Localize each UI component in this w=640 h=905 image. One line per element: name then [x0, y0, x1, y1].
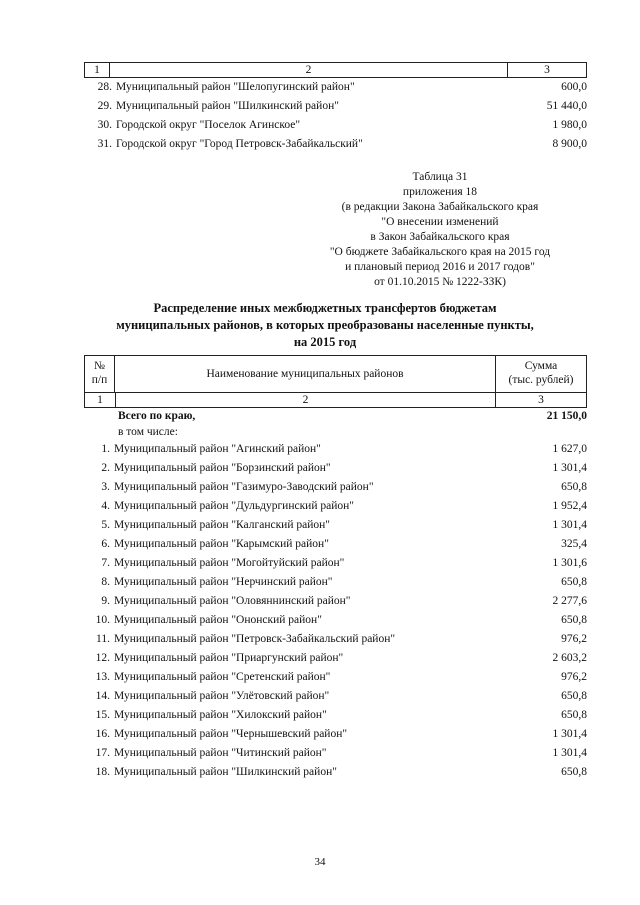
row-name: Муниципальный район "Карымский район" [114, 538, 329, 550]
caption-line: и плановый период 2016 и 2017 годов" [345, 261, 535, 273]
caption-line: "О бюджете Забайкальского края на 2015 год [329, 246, 551, 258]
row-value: 976,2 [561, 671, 587, 683]
index-col-1: 1 [85, 63, 110, 77]
table-row [84, 630, 587, 649]
table-row [84, 440, 587, 459]
row-value: 51 440,0 [546, 100, 587, 112]
caption-line: (в редакции Закона Забайкальского края [341, 201, 539, 213]
row-value: 2 277,6 [552, 595, 587, 607]
index-3: 3 [538, 394, 544, 406]
row-name: Муниципальный район "Борзинский район" [114, 462, 331, 474]
header-number-line1: № [94, 360, 105, 372]
main-table [84, 355, 587, 782]
row-value: 1 301,4 [552, 519, 587, 531]
total-value: 21 150,0 [546, 410, 587, 422]
row-value: 8 900,0 [552, 138, 587, 150]
table-row [84, 706, 587, 725]
row-value: 1 301,4 [552, 728, 587, 740]
row-name: Муниципальный район "Агинский район" [114, 443, 321, 455]
index-col-2: 2 [110, 63, 508, 77]
continuation-table [84, 62, 587, 154]
caption-line: Таблица 31 [412, 171, 468, 183]
table-index-header [84, 62, 587, 78]
row-num: 11. [96, 633, 110, 645]
row-name: Муниципальный район "Ононский район" [114, 614, 322, 626]
table-row [84, 535, 587, 554]
table-row [84, 687, 587, 706]
title-line: муниципальных районов, в которых преобразованы населенные пункты, [116, 318, 534, 332]
header-number [85, 356, 115, 392]
row-num: 15. [95, 709, 110, 721]
title-line: Распределение иных межбюджетных трансфертов бюджетам [153, 301, 497, 315]
row-num: 18. [95, 766, 110, 778]
caption-line: от 01.10.2015 № 1222-ЗЗК) [374, 276, 506, 288]
table-row [84, 668, 587, 687]
row-num: 4. [101, 500, 110, 512]
header-number-line2: п/п [91, 374, 108, 386]
row-value: 1 627,0 [552, 443, 587, 455]
title-line: на 2015 год [293, 335, 357, 349]
row-value: 1 301,4 [552, 747, 587, 759]
row-value: 976,2 [561, 633, 587, 645]
row-value: 325,4 [561, 538, 587, 550]
row-num: 1. [101, 443, 110, 455]
index-col-3: 3 [544, 64, 550, 76]
row-value: 1 980,0 [552, 119, 587, 131]
table-row [84, 97, 587, 116]
table-caption [300, 170, 580, 290]
index-1: 1 [85, 393, 116, 407]
caption-line: в Закон Забайкальского края [370, 231, 510, 243]
row-name: Муниципальный район "Дульдургинский район" [114, 500, 354, 512]
table-row [84, 725, 587, 744]
row-value: 650,8 [561, 614, 587, 626]
table-row [84, 592, 587, 611]
header-sum-line1: Сумма [524, 360, 558, 372]
row-name: Муниципальный район "Газимуро-Заводский район" [114, 481, 374, 493]
row-value: 650,8 [561, 766, 587, 778]
table-row [84, 497, 587, 516]
row-name: Муниципальный район "Шилкинский район" [116, 100, 339, 112]
row-value: 650,8 [561, 709, 587, 721]
row-name: Городской округ "Город Петровск-Забайкальский" [116, 138, 363, 150]
table-row [84, 744, 587, 763]
row-num: 6. [101, 538, 110, 550]
row-name: Муниципальный район "Приаргунский район" [114, 652, 344, 664]
row-name: Муниципальный район "Сретенский район" [114, 671, 331, 683]
table-row [84, 649, 587, 668]
row-name: Муниципальный район "Улётовский район" [114, 690, 330, 702]
row-num: 17. [95, 747, 110, 759]
row-value: 650,8 [561, 481, 587, 493]
row-num: 3. [101, 481, 110, 493]
row-name: Муниципальный район "Шелопугинский район" [116, 81, 355, 93]
row-num: 28. [97, 81, 112, 93]
table-row [84, 573, 587, 592]
row-name: Городской округ "Поселок Агинское" [116, 119, 301, 131]
table-row [84, 478, 587, 497]
row-value: 1 301,4 [552, 462, 587, 474]
document-title [60, 300, 590, 351]
row-value: 2 603,2 [552, 652, 587, 664]
table-row [84, 135, 587, 154]
table-row [84, 516, 587, 535]
header-sum-line2: (тыс. рублей) [508, 374, 574, 386]
row-num: 9. [101, 595, 110, 607]
row-name: Муниципальный район "Петровск-Забайкальский район" [114, 633, 396, 645]
row-name: Муниципальный район "Хилокский район" [114, 709, 327, 721]
row-num: 8. [101, 576, 110, 588]
row-name: Муниципальный район "Шилкинский район" [114, 766, 337, 778]
total-label: Всего по краю, [118, 410, 196, 422]
row-name: Муниципальный район "Читинский район" [114, 747, 327, 759]
table-row [84, 763, 587, 782]
row-num: 12. [95, 652, 110, 664]
row-value: 1 952,4 [552, 500, 587, 512]
row-num: 7. [101, 557, 110, 569]
table-row [84, 459, 587, 478]
row-value: 1 301,6 [552, 557, 587, 569]
including-label: в том числе: [118, 426, 178, 438]
index-2: 2 [116, 393, 496, 407]
table-row [84, 116, 587, 135]
row-name: Муниципальный район "Могойтуйский район" [114, 557, 345, 569]
row-num: 31. [97, 138, 112, 150]
table-header [84, 355, 587, 393]
row-num: 5. [101, 519, 110, 531]
row-name: Муниципальный район "Чернышевский район" [114, 728, 348, 740]
row-num: 14. [95, 690, 110, 702]
caption-line: приложения 18 [402, 186, 478, 198]
table-row [84, 554, 587, 573]
page-number: 34 [314, 856, 326, 868]
row-name: Муниципальный район "Калганский район" [114, 519, 330, 531]
row-value: 600,0 [561, 81, 587, 93]
row-num: 2. [101, 462, 110, 474]
row-name: Муниципальный район "Оловяннинский район" [114, 595, 351, 607]
header-name: Наименование муниципальных районов [115, 356, 496, 392]
row-name: Муниципальный район "Нерчинский район" [114, 576, 333, 588]
row-num: 13. [95, 671, 110, 683]
table-index-row [84, 393, 587, 408]
row-value: 650,8 [561, 690, 587, 702]
row-num: 29. [97, 100, 112, 112]
row-num: 30. [97, 119, 112, 131]
row-num: 16. [95, 728, 110, 740]
table-row [84, 78, 587, 97]
row-value: 650,8 [561, 576, 587, 588]
header-sum [496, 356, 586, 392]
table-row [84, 611, 587, 630]
caption-line: "О внесении изменений [381, 216, 499, 228]
total-row [84, 408, 587, 425]
row-num: 10. [95, 614, 110, 626]
